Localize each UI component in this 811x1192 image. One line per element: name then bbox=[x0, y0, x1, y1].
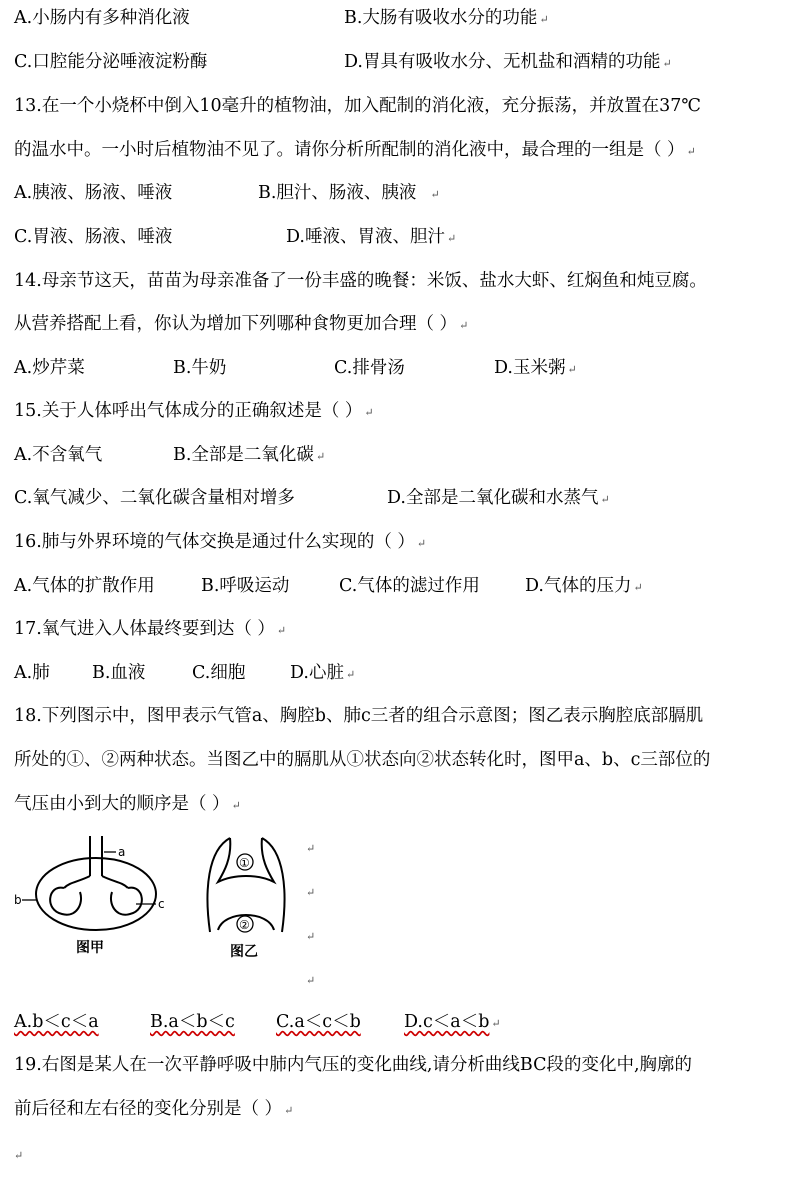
q19-stem-line1: 19.右图是某人在一次平静呼吸中肺内气压的变化曲线,请分析曲线BC段的变化中,胸廓的 bbox=[14, 1055, 693, 1075]
q15-option-c: C.氧气减少、二氧化碳含量相对增多 bbox=[14, 488, 295, 508]
q13-stem-line1: 13.在一个小烧杯中倒入10毫升的植物油，加入配制的消化液，充分振荡，并放置在37℃ bbox=[14, 96, 701, 116]
paragraph-mark: ↵ bbox=[416, 537, 427, 550]
q17-stem bbox=[14, 617, 286, 643]
q18-option-b: B.a＜b＜c bbox=[150, 1012, 235, 1032]
q15-option-b-text: B.全部是二氧化碳 bbox=[173, 445, 314, 465]
q15-stem-text: 15.关于人体呼出气体成分的正确叙述是（ ） bbox=[14, 401, 363, 421]
caption-yi: 图乙 bbox=[230, 944, 258, 960]
q12-option-b bbox=[344, 6, 549, 32]
q14-option-c: C.排骨汤 bbox=[334, 358, 405, 378]
paragraph-mark: ↵ bbox=[345, 668, 356, 681]
paragraph-mark: ↵ bbox=[306, 974, 316, 987]
q17-stem-text: 17.氧气进入人体最终要到达（ ） bbox=[14, 619, 275, 639]
paragraph-mark: ↵ bbox=[567, 363, 577, 376]
paragraph-mark: ↵ bbox=[662, 57, 672, 70]
q14-option-d bbox=[494, 356, 577, 382]
q17-option-b: B.血液 bbox=[92, 663, 146, 683]
paragraph-mark: ↵ bbox=[306, 886, 316, 899]
q13-stem-line2-text: 的温水中。一小时后植物油不见了。请你分析所配制的消化液中，最合理的一组是（ ） bbox=[14, 140, 685, 160]
paragraph-mark: ↵ bbox=[459, 319, 469, 332]
q18-option-d-text: D.c＜a＜b bbox=[404, 1012, 490, 1032]
q14-option-a: A.炒芹菜 bbox=[14, 358, 85, 378]
q14-option-b: B.牛奶 bbox=[173, 358, 227, 378]
q12-option-b-text: B.大肠有吸收水分的功能 bbox=[344, 8, 538, 28]
label-b: b bbox=[14, 893, 22, 907]
q12-option-c: C.口腔能分泌唾液淀粉酶 bbox=[14, 52, 208, 72]
paragraph-mark: ↵ bbox=[276, 624, 287, 637]
paragraph-mark: ↵ bbox=[231, 799, 241, 812]
caption-jia: 图甲 bbox=[76, 940, 104, 956]
label-state-1: ① bbox=[239, 856, 250, 870]
paragraph-mark: ↵ bbox=[14, 1149, 24, 1162]
ribcage-left bbox=[207, 838, 230, 932]
q17-option-d-text: D.心脏 bbox=[290, 663, 344, 683]
q17-option-d bbox=[290, 661, 355, 687]
paragraph-mark: ↵ bbox=[430, 188, 440, 201]
q16-option-c: C.气体的滤过作用 bbox=[339, 576, 480, 596]
q17-option-a: A.肺 bbox=[14, 663, 50, 683]
q18-option-d bbox=[404, 1010, 501, 1036]
label-state-2: ② bbox=[239, 918, 250, 932]
label-c: c bbox=[158, 897, 165, 911]
q14-option-d-text: D.玉米粥 bbox=[494, 358, 566, 378]
paragraph-mark: ↵ bbox=[446, 232, 457, 245]
q12-option-d-text: D.胃具有吸收水分、无机盐和酒精的功能 bbox=[344, 52, 661, 72]
right-lung bbox=[111, 888, 142, 915]
paragraph-mark: ↵ bbox=[364, 406, 374, 419]
q18-option-a: A.b＜c＜a bbox=[14, 1012, 99, 1032]
q14-stem-line1: 14.母亲节这天，苗苗为母亲准备了一份丰盛的晚餐：米饭、盐水大虾、红焖鱼和炖豆腐。 bbox=[14, 271, 707, 291]
left-lung bbox=[50, 888, 81, 915]
paragraph-mark: ↵ bbox=[315, 450, 326, 463]
q13-option-d bbox=[286, 225, 456, 251]
paragraph-mark: ↵ bbox=[539, 13, 549, 26]
q16-stem-text: 16.肺与外界环境的气体交换是通过什么实现的（ ） bbox=[14, 532, 415, 552]
paragraph-mark: ↵ bbox=[306, 842, 316, 855]
figure-jia bbox=[22, 836, 156, 930]
q13-option-b bbox=[258, 181, 440, 207]
q18-figure bbox=[14, 830, 318, 980]
q18-option-c: C.a＜c＜b bbox=[276, 1012, 361, 1032]
q15-stem bbox=[14, 399, 374, 425]
q13-option-a: A.胰液、肠液、唾液 bbox=[14, 183, 173, 203]
paragraph-mark: ↵ bbox=[600, 493, 610, 506]
paragraph-mark: ↵ bbox=[306, 930, 316, 943]
q19-stem-line2-text: 前后径和左右径的变化分别是（ ） bbox=[14, 1099, 283, 1119]
q18-stem-line2: 所处的①、②两种状态。当图乙中的膈肌从①状态向②状态转化时，图甲a、b、c三部位的 bbox=[14, 750, 711, 770]
q16-option-d-text: D.气体的压力 bbox=[525, 576, 632, 596]
q16-stem bbox=[14, 530, 426, 556]
q14-stem-line2-text: 从营养搭配上看，你认为增加下列哪种食物更加合理（ ） bbox=[14, 314, 458, 334]
trailing-empty-line bbox=[14, 1142, 23, 1168]
q16-option-b: B.呼吸运动 bbox=[201, 576, 290, 596]
q15-option-a: A.不含氧气 bbox=[14, 445, 103, 465]
label-a: a bbox=[118, 845, 126, 859]
q13-option-d-text: D.唾液、胃液、胆汁 bbox=[286, 227, 445, 247]
q14-stem-line2 bbox=[14, 312, 468, 338]
q12-option-a: A.小肠内有多种消化液 bbox=[14, 8, 190, 28]
chest-cavity-outline bbox=[36, 858, 156, 930]
q13-option-b-text: B.胆汁、肠液、胰液 bbox=[258, 183, 417, 203]
q12-option-d bbox=[344, 50, 672, 76]
q18-stem-line1: 18.下列图示中，图甲表示气管a、胸腔b、肺c三者的组合示意图；图乙表示胸腔底部膈肌 bbox=[14, 706, 704, 726]
paragraph-mark: ↵ bbox=[686, 145, 696, 158]
q15-option-b bbox=[173, 443, 325, 469]
q15-option-d-text: D.全部是二氧化碳和水蒸气 bbox=[387, 488, 599, 508]
bronchi bbox=[64, 876, 128, 888]
ribcage-right bbox=[262, 838, 285, 932]
q15-option-d bbox=[387, 486, 610, 512]
q19-stem-line2 bbox=[14, 1097, 293, 1123]
q16-option-a: A.气体的扩散作用 bbox=[14, 576, 155, 596]
trachea-tube bbox=[90, 836, 102, 876]
paragraph-mark: ↵ bbox=[491, 1017, 501, 1030]
paragraph-mark: ↵ bbox=[633, 581, 643, 594]
q16-option-d bbox=[525, 574, 643, 600]
q13-option-c: C.胃液、肠液、唾液 bbox=[14, 227, 173, 247]
q17-option-c: C.细胞 bbox=[192, 663, 246, 683]
q18-stem-line3 bbox=[14, 792, 241, 818]
q18-stem-line3-text: 气压由小到大的顺序是（ ） bbox=[14, 794, 230, 814]
paragraph-mark: ↵ bbox=[284, 1104, 294, 1117]
q13-stem-line2 bbox=[14, 138, 696, 164]
